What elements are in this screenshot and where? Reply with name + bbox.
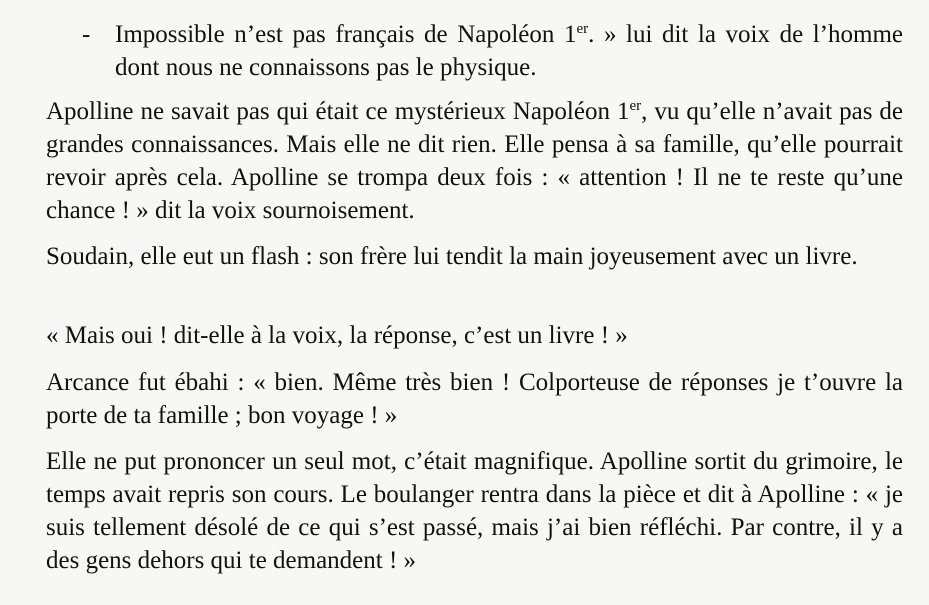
- dialogue-text-after: . » lui dit la voix de l’homme dont nous ne connaissons pas le physique.: [115, 21, 903, 81]
- dialogue-text-before: Impossible n’est pas français de Napoléon 1: [115, 21, 577, 48]
- paragraph-answer: « Mais oui ! dit-elle à la voix, la réponse, c’est un livre ! »: [46, 322, 628, 349]
- paragraph-napoleon: [46, 95, 903, 227]
- dialogue-text: [115, 18, 903, 84]
- dialogue-superscript: er: [576, 21, 589, 37]
- paragraph-napoleon-after: , vu qu’elle n’avait pas de grandes connaissances. Mais elle ne dit rien. Elle pensa à sa famille, qu’elle pourrait revoir après cela. Apolline se trompa deux fois : « attention ! Il ne te reste qu’une chance ! » dit la voix sournoisement.: [46, 98, 903, 224]
- paragraph-ending: Elle ne put prononcer un seul mot, c’était magnifique. Apolline sortit du grimoire, le temps avait repris son cours. Le boulanger rentra dans la pièce et dit à Apolline : « je suis tellement désolé de ce qui s’est passé, mais j’ai bien réfléchi. Par contre, il y a des gens dehors qui te demandent ! »: [46, 448, 903, 574]
- paragraph-arcance: Arcance fut ébahi : « bien. Même très bien ! Colporteuse de réponses je t’ouvre la porte de ta famille ; bon voyage ! »: [46, 369, 903, 429]
- dialogue-dash: -: [82, 21, 91, 48]
- paragraph-napoleon-before: Apolline ne savait pas qui était ce mystérieux Napoléon 1: [46, 98, 630, 125]
- paragraph-flash: Soudain, elle eut un flash : son frère lui tendit la main joyeusement avec un livre.: [46, 243, 858, 270]
- paragraph-napoleon-superscript: er: [629, 98, 642, 114]
